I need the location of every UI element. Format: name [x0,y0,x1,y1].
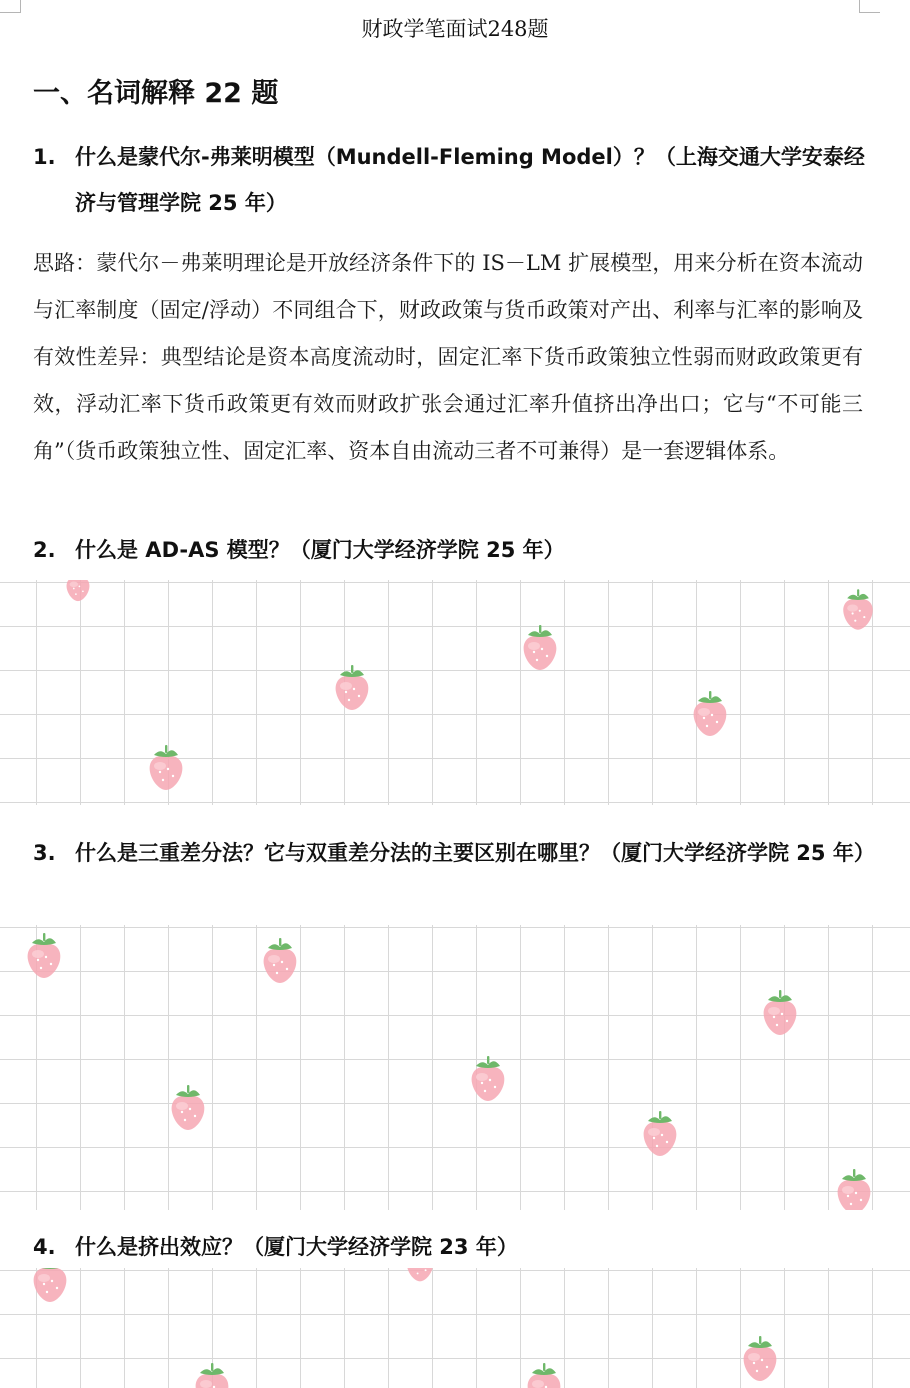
document-title: 财政学笔面试248题 [361,17,549,41]
question-number: 4. [33,1235,56,1259]
question-number: 1. [33,145,56,169]
question-1 [33,134,883,226]
question-number: 2. [33,538,56,562]
question-4 [33,1224,883,1270]
corner-mark-left [0,0,21,13]
strawberry-icon [468,1053,508,1103]
question-text: 什么是挤出效应？（厦门大学经济学院 23 年） [75,1235,518,1259]
strawberry-icon [404,1268,436,1283]
answer-grid-1 [0,580,910,805]
strawberry-icon [24,930,64,980]
strawberry-icon [834,1166,874,1210]
answer-grid-3 [0,1268,910,1388]
strawberry-icon [524,1360,564,1388]
strawberry-icon [332,662,372,712]
strawberry-icon [30,1268,70,1304]
question-text: 什么是 AD-AS 模型？（厦门大学经济学院 25 年） [75,538,565,562]
strawberry-icon [64,580,92,603]
strawberry-icon [740,1333,780,1383]
answer-1: 思路：蒙代尔－弗莱明理论是开放经济条件下的 IS－LM 扩展模型，用来分析在资本流动与汇率制度（固定/浮动）不同组合下，财政政策与货币政策对产出、利率与汇率的影响及有效性差异：典型结论是资本高度流动时，固定汇率下货币政策独立性弱而财政政策更有效，浮动汇率下货币政策更有效而财政扩张会通过汇率升值挤出净出口；它与“不可能三角”（货币政策独立性、固定汇率、资本自由流动三者不可兼得）是一套逻辑体系。 [33,251,863,463]
strawberry-icon [168,1082,208,1132]
strawberry-icon [690,688,730,738]
corner-mark-right [859,0,880,13]
question-text: 什么是蒙代尔-弗莱明模型（Mundell-Fleming Model）？（上海交通大学安泰经济与管理学院 25 年） [75,145,865,215]
question-text: 什么是三重差分法？它与双重差分法的主要区别在哪里？（厦门大学经济学院 25 年） [75,841,875,865]
strawberry-icon [640,1108,680,1158]
answer-grid-2 [0,925,910,1210]
strawberry-icon [520,622,560,672]
strawberry-icon [192,1360,232,1388]
question-number: 3. [33,841,56,865]
strawberry-icon [760,987,800,1037]
strawberry-icon [840,587,876,632]
question-2 [33,527,883,573]
strawberry-icon [146,742,186,792]
question-3 [33,830,883,876]
section-heading: 一、名词解释 22 题 [33,78,279,109]
strawberry-icon [260,935,300,985]
